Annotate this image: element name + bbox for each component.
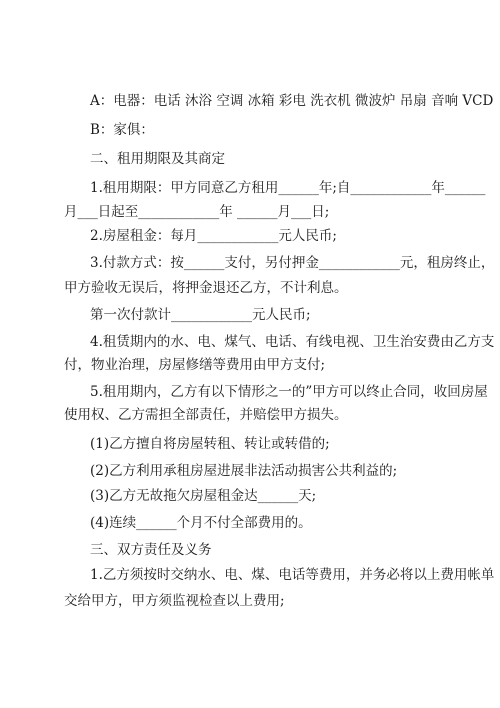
clause-text: 月___日起至____________年 ______月___日;: [64, 204, 330, 220]
clause-text: 使用权、乙方需担全部责任，并赔偿甲方损失。: [64, 407, 348, 423]
clause-text: 2.房屋租金：每月____________元人民币;: [90, 228, 337, 244]
appliances-line: A：电器：电话 沐浴 空调 冰箱 彩电 洗衣机 微波炉 吊扇 音响 VCD: [90, 93, 494, 109]
section-heading: 二、租用期限及其商定: [90, 151, 225, 167]
section-heading: 三、双方责任及义务: [90, 542, 212, 558]
clause-text: 3.付款方式：按______支付，另付押金____________元，租房终止，: [90, 255, 495, 271]
clause-text: 甲方验收无误后，将押金退还乙方，不计利息。: [64, 280, 348, 296]
clause-text: 交给甲方，甲方须监视检查以上费用;: [64, 593, 285, 609]
clause-text: 付，物业治理，房屋修缮等费用由甲方支付;: [64, 357, 326, 373]
list-item: (4)连续______个月不付全部费用的。: [90, 515, 312, 531]
list-item: (2)乙方利用承租房屋进展非法活动损害公共利益的;: [90, 463, 398, 479]
list-item: (3)乙方无故拖欠房屋租金达______天;: [90, 488, 317, 504]
list-item: (1)乙方擅自将房屋转租、转让或转借的;: [90, 436, 330, 452]
clause-text: 1.租用期限：甲方同意乙方租用______年;自____________年______: [90, 180, 486, 196]
clause-text: 5.租用期内，乙方有以下情形之一的”甲方可以终止合同，收回房屋: [90, 384, 488, 400]
clause-text: 4.租赁期内的水、电、煤气、电话、有线电视、卫生治安费由乙方支: [90, 334, 495, 350]
clause-text: 1.乙方须按时交纳水、电、煤、电话等费用，并务必将以上费用帐单: [90, 567, 495, 583]
clause-text: 第一次付款计____________元人民币;: [90, 307, 311, 323]
furniture-line: B：家俱：: [90, 122, 154, 138]
